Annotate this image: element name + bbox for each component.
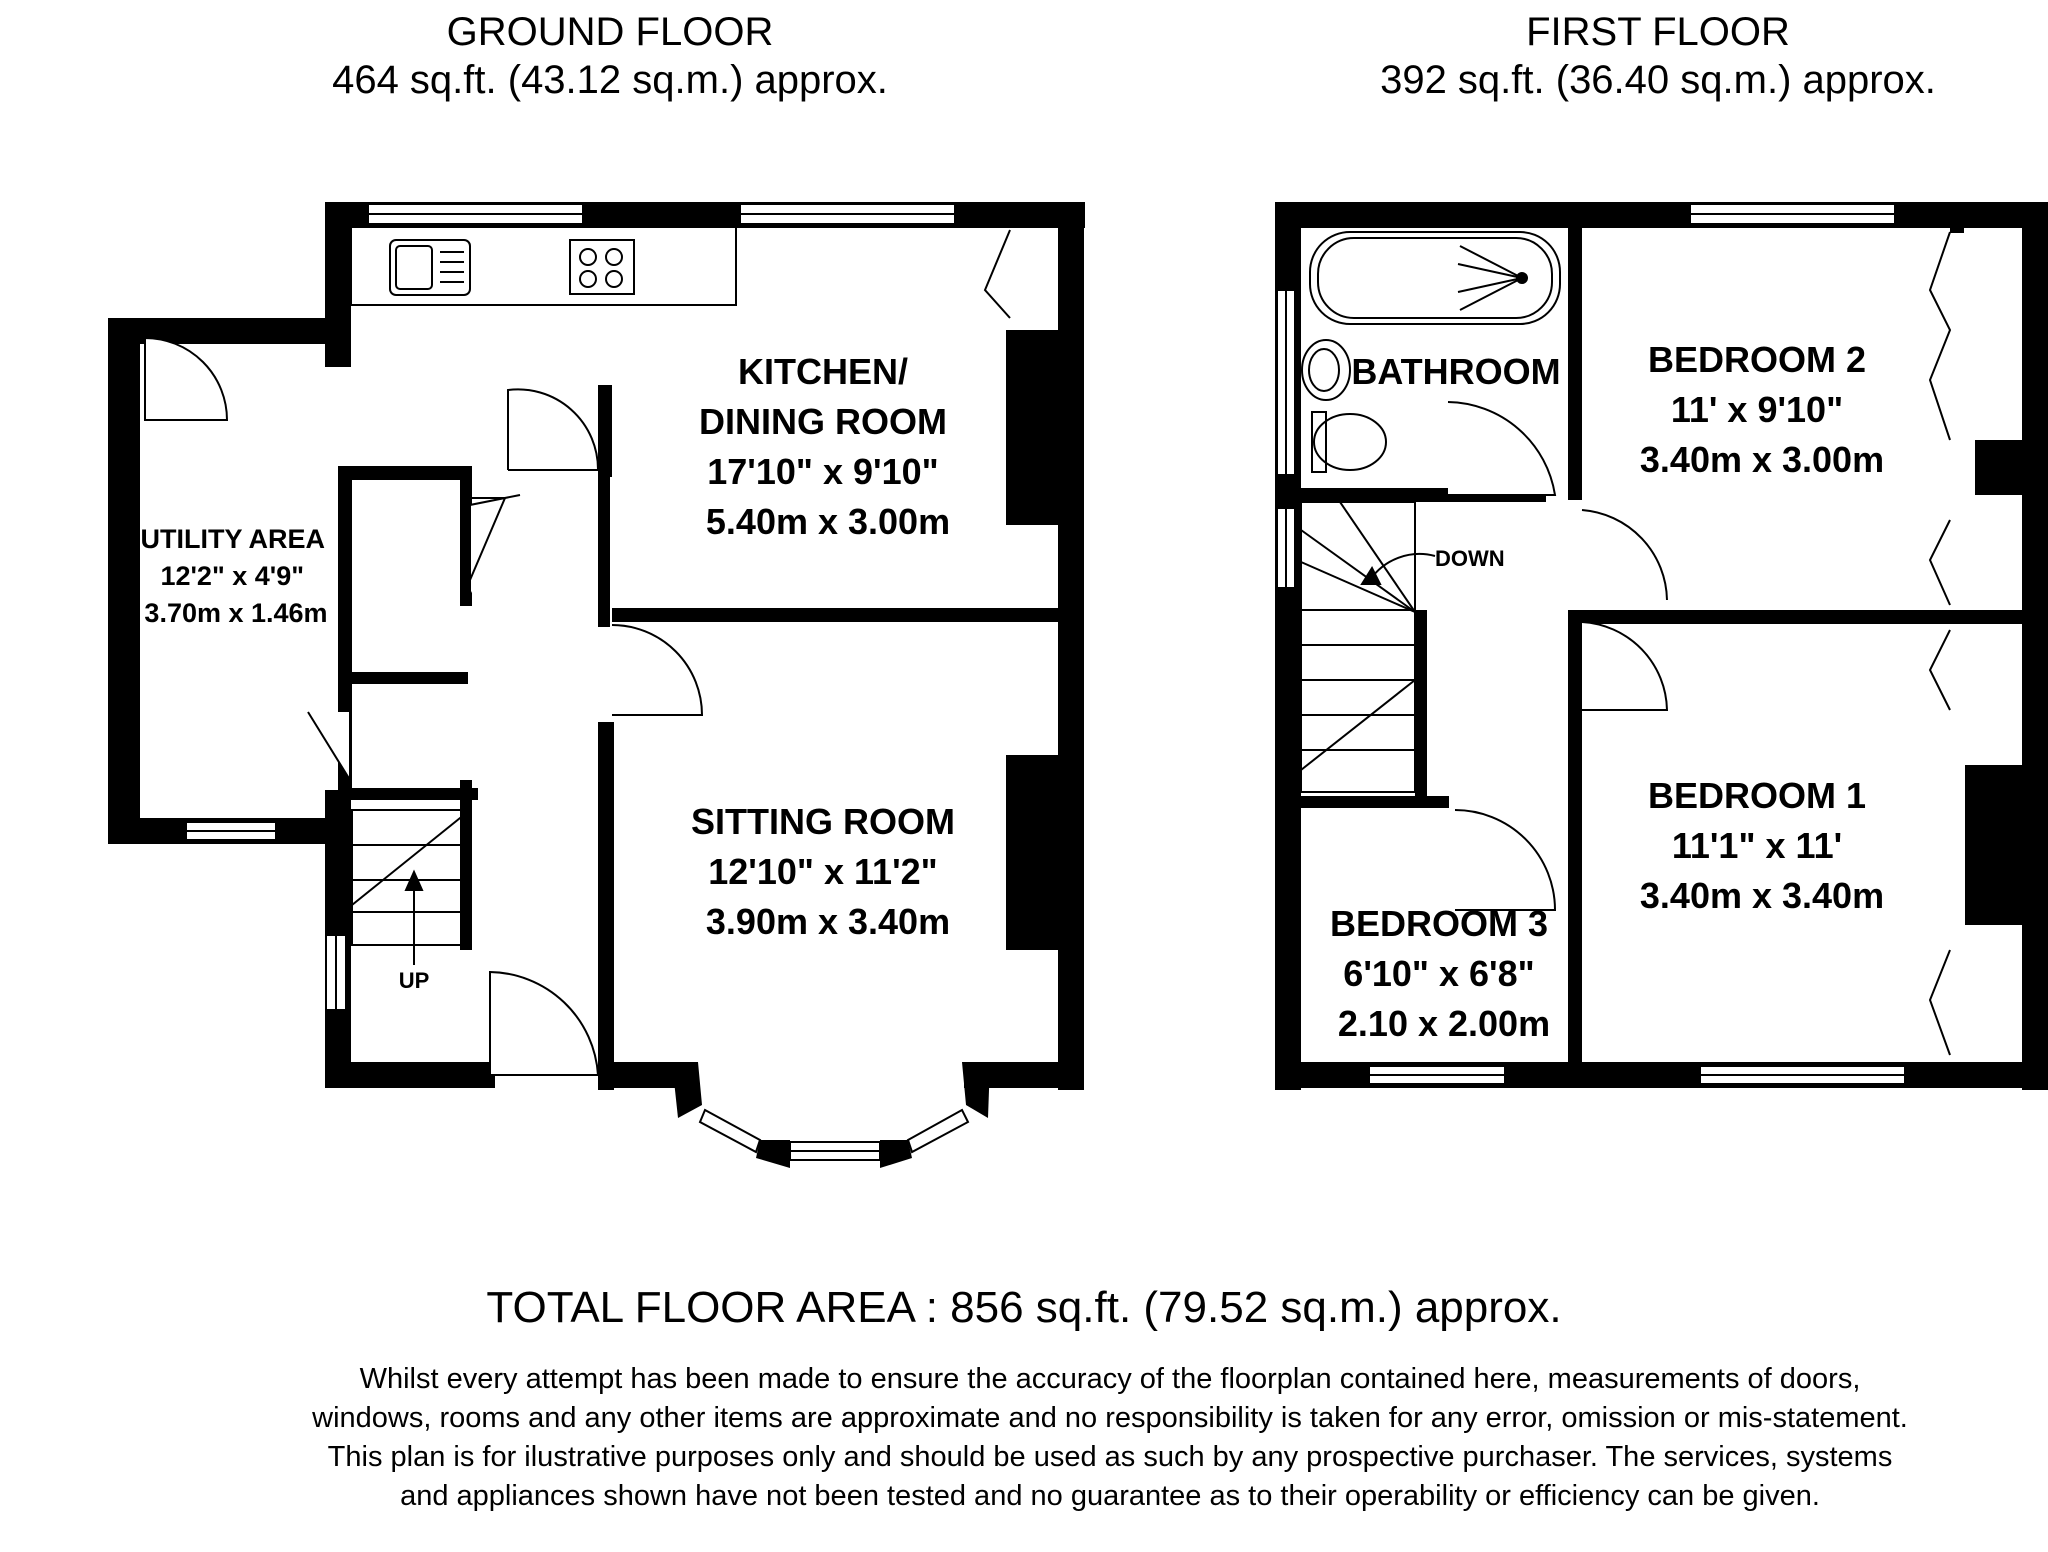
ground-room-labels (140, 351, 965, 993)
first-floor-title: FIRST FLOOR (1526, 10, 1790, 54)
ground-floor-title: GROUND FLOOR (446, 10, 774, 54)
sitting-room-label: SITTING ROOM 12'10" x 11'2" 3.90m x 3.40m (690, 801, 955, 942)
ground-floor-plan (108, 202, 1085, 1168)
total-floor-area: TOTAL FLOOR AREA : 856 sq.ft. (79.52 sq.m.) approx. (486, 1283, 1562, 1332)
wardrobe-doors (1930, 232, 1950, 1055)
kitchen-label: KITCHEN/ DINING ROOM 17'10" x 9'10" 5.40m x 3.00m (698, 351, 951, 542)
first-floor-area: 392 sq.ft. (36.40 sq.m.) approx. (1380, 58, 1936, 102)
first-stairs (1301, 502, 1435, 792)
sink-icon (390, 240, 470, 295)
ground-floor-area: 464 sq.ft. (43.12 sq.m.) approx. (332, 58, 888, 102)
hob-icon (570, 240, 634, 294)
stairs-down-label: DOWN (1435, 546, 1505, 571)
disclaimer-text: Whilst every attempt has been made to ensure the accuracy of the floorplan contained here, measurements of doors, windows, rooms and any other items are approximate and no responsibility is taken for any error, omission or mis-statement. This plan is for ilustrative purposes only and should be used as such by any prospective purchaser. The services, systems and appliances shown have not been tested and no guarantee as to their operability or efficiency can be given. (312, 1363, 1908, 1512)
kitchen-units (351, 228, 736, 305)
ground-stairs (352, 810, 470, 965)
bathroom-label: BATHROOM (1351, 351, 1561, 392)
utility-label: UTILITY AREA 12'2" x 4'9" 3.70m x 1.46m (140, 524, 328, 628)
first-doors (1448, 402, 1667, 910)
stairs-up-label: UP (398, 968, 430, 993)
bedroom2-label: BEDROOM 2 11' x 9'10" 3.40m x 3.00m (1639, 339, 1885, 480)
bedroom3-label: BEDROOM 3 6'10" x 6'8" 2.10 x 2.00m (1329, 903, 1551, 1044)
bedroom1-label: BEDROOM 1 11'1" x 11' 3.40m x 3.40m (1639, 775, 1885, 916)
